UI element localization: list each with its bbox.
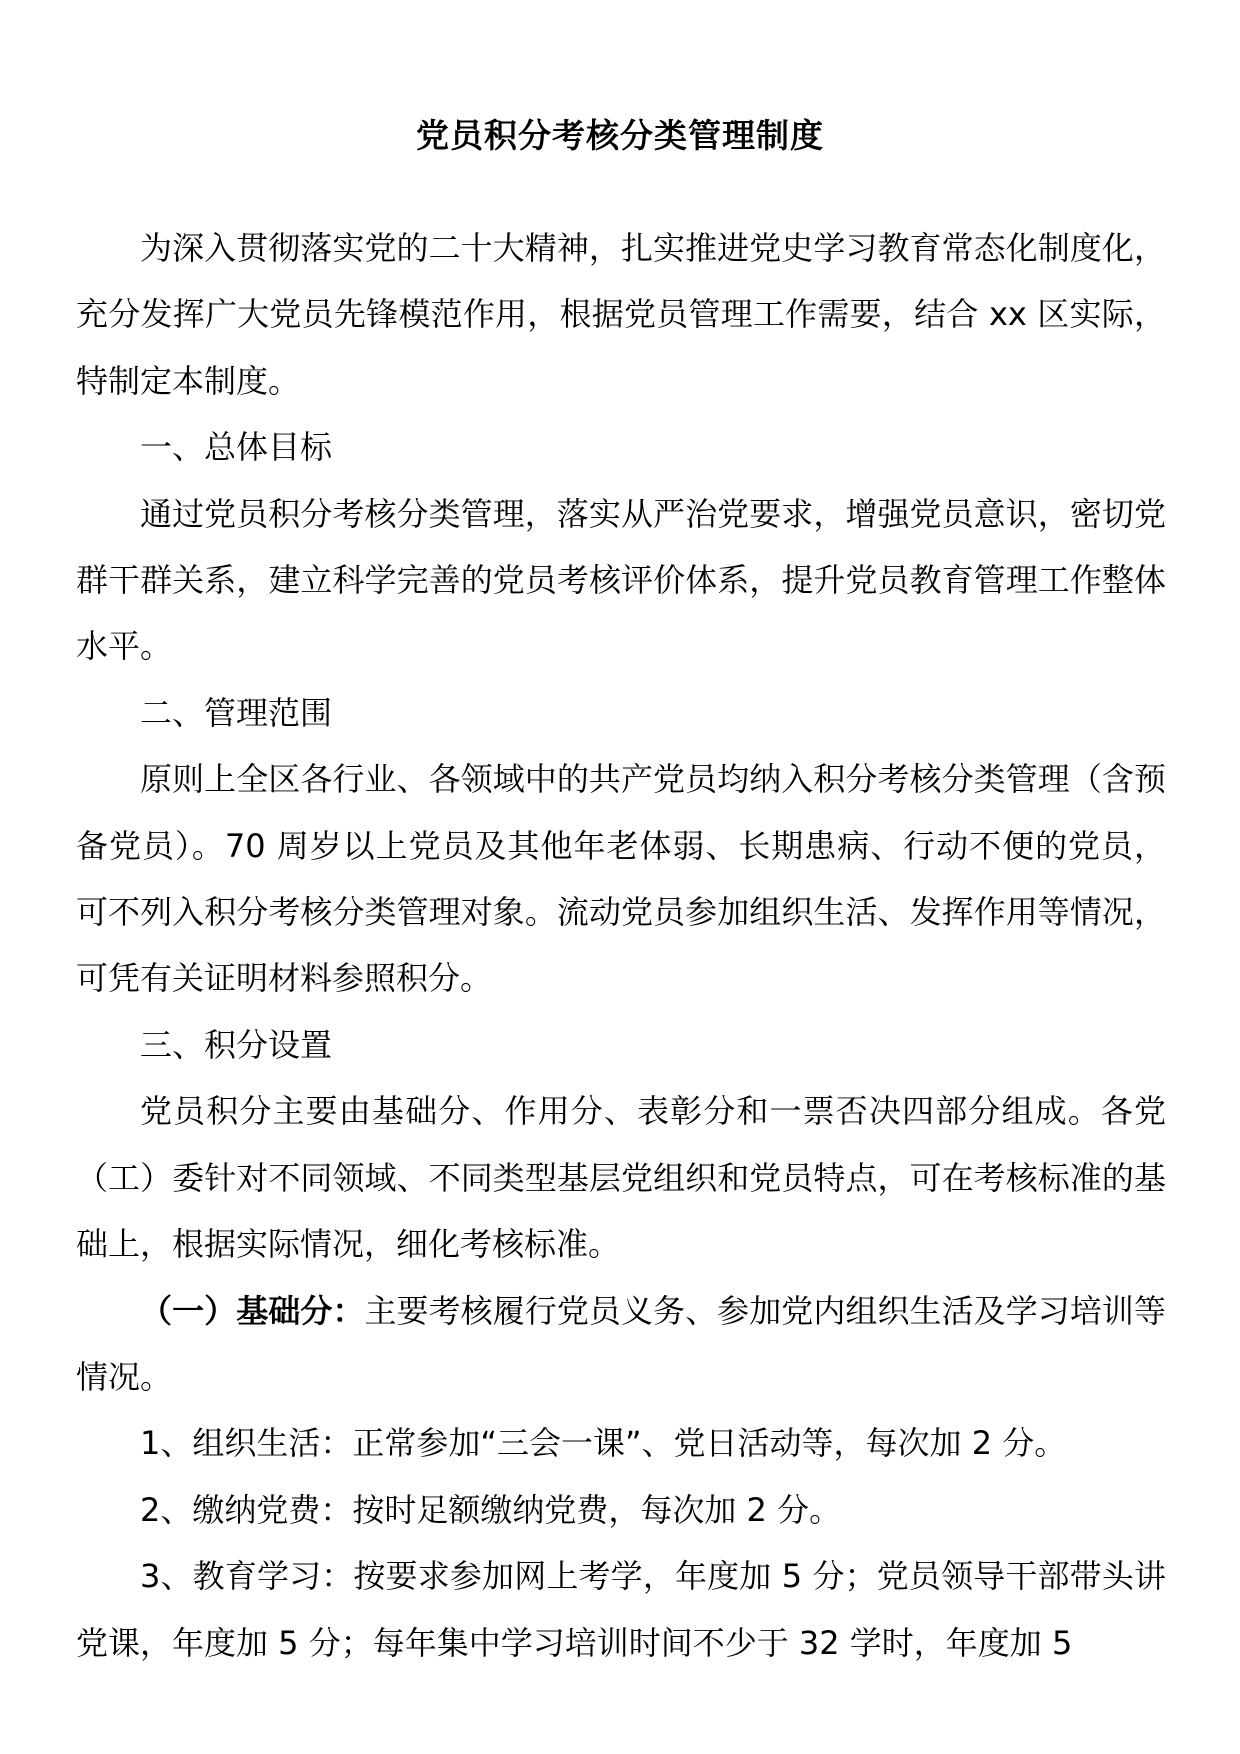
document-body: [76, 215, 1166, 1676]
section-heading-points: 三、积分设置: [140, 1025, 333, 1064]
section-heading-goal: 一、总体目标: [140, 428, 333, 467]
section-body-scope: 原则上全区各行业、各领域中的共产党员均纳入积分考核分类管理（含预备党员）。70 周岁以上党员及其他年老体弱、长期患病、行动不便的党员，可不列入积分考核分类管理对象。流动党员参加组织生活、发挥作用等情况，可凭有关证明材料参照积分。: [76, 760, 1166, 998]
intro-paragraph: 为深入贯彻落实党的二十大精神，扎实推进党史学习教育常态化制度化，充分发挥广大党员先锋模范作用，根据党员管理工作需要，结合 xx 区实际，特制定本制度。: [76, 229, 1166, 400]
document-title: 党员积分考核分类管理制度: [416, 116, 824, 155]
subsection-basic-points: [76, 1278, 1166, 1411]
subsection-label: （一）基础分：: [140, 1291, 365, 1330]
section-body-goal: 通过党员积分考核分类管理，落实从严治党要求，增强党员意识，密切党群干群关系，建立科学完善的党员考核评价体系，提升党员教育管理工作整体水平。: [76, 494, 1166, 666]
section-heading-scope: 二、管理范围: [140, 693, 333, 732]
section-body-points: 党员积分主要由基础分、作用分、表彰分和一票否决四部分组成。各党（工）委针对不同领域、不同类型基层党组织和党员特点，可在考核标准的基础上，根据实际情况，细化考核标准。: [76, 1092, 1166, 1264]
list-item: 3、教育学习：按要求参加网上考学，年度加 5 分；党员领导干部带头讲党课，年度加 5 分；每年集中学习培训时间不少于 32 学时，年度加 5: [76, 1557, 1166, 1662]
list-item: 2、缴纳党费：按时足额缴纳党费，每次加 2 分。: [140, 1490, 842, 1529]
list-item: 1、组织生活：正常参加“三会一课”、党日活动等，每次加 2 分。: [140, 1424, 1067, 1463]
subsection-text: 主要考核履行党员义务、参加党内组织生活及学习培训等情况。: [76, 1291, 1166, 1396]
